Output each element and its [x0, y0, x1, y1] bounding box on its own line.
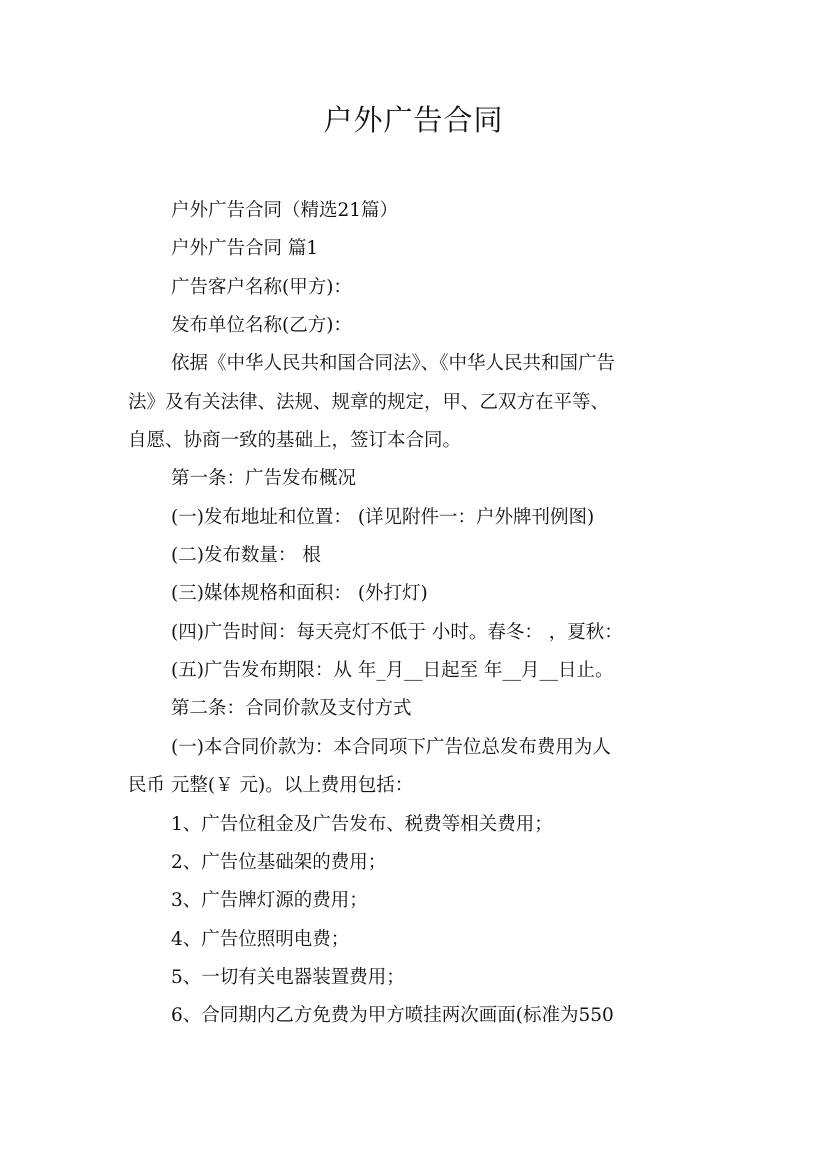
paragraph-line: 自愿、协商一致的基础上，签订本合同。 [128, 430, 462, 452]
paragraph-line: 5、一切有关电器装置费用； [171, 966, 405, 988]
paragraph-line: 4、广告位照明电费； [171, 928, 350, 950]
document-title: 户外广告合同 [323, 103, 504, 137]
paragraph-line: 2、广告位基础架的费用； [171, 851, 387, 873]
paragraph-line: 户外广告合同 篇1 [171, 238, 319, 260]
paragraph-line: 发布单位名称(乙方)： [171, 315, 352, 337]
paragraph-line: (四)广告时间：每天亮灯不低于 小时。春冬： ，夏秋： [171, 621, 623, 643]
paragraph-line: 第二条：合同价款及支付方式 [171, 698, 412, 720]
paragraph-line: (二)发布数量： 根 [171, 545, 321, 567]
paragraph-line: 户外广告合同（精选21篇） [171, 200, 399, 221]
paragraph-line: 广告客户名称(甲方)： [171, 276, 352, 298]
paragraph-line: (一)发布地址和位置： (详见附件一：户外牌刊例图) [171, 506, 595, 528]
paragraph-line: (一)本合同价款为：本合同项下广告位总发布费用为人 [171, 736, 611, 758]
paragraph-line: 法》及有关法律、法规、规章的规定，甲、乙双方在平等、 [128, 391, 610, 413]
paragraph-line: 6、合同期内乙方免费为甲方喷挂两次画面(标准为550 [171, 1005, 614, 1027]
paragraph-line: (五)广告发布期限：从 年_月__日起至 年__月__日止。 [171, 660, 614, 682]
document-body [128, 192, 713, 1036]
paragraph-line: 依据《中华人民共和国合同法》、《中华人民共和国广告 [171, 353, 616, 375]
paragraph-line: 3、广告牌灯源的费用； [171, 890, 368, 912]
paragraph-line: 民币 元整(￥ 元)。以上费用包括： [128, 775, 414, 797]
paragraph-line: 第一条：广告发布概况 [171, 468, 357, 490]
paragraph-line: 1、广告位租金及广告发布、税费等相关费用； [171, 813, 553, 835]
paragraph-line: (三)媒体规格和面积： (外打灯) [171, 583, 428, 605]
